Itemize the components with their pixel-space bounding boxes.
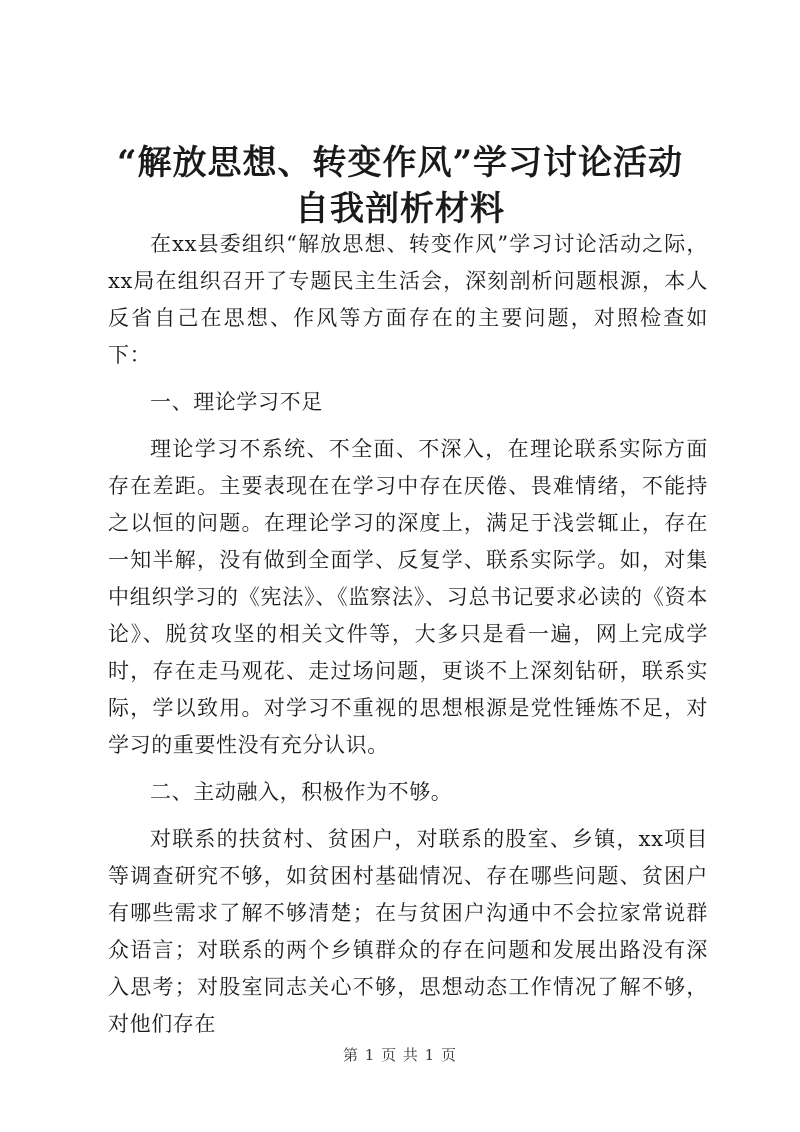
section-heading-2: 二、主动融入，积极作为不够。 <box>150 780 453 804</box>
paragraph-section-1: 理论学习不系统、不全面、不深入，在理论联系实际方面存在差距。主要表现在在学习中存在厌倦、畏难情绪，不能持之以恒的问题。在理论学习的深度上，满足于浅尝辄止，存在一知半解，没有做到全面学、反复学、联系实际学。如，对集中组织学习的《宪法》、《监察法》、习总书记要求必读的《资本论》、脱贫攻坚的相关文件等，大多只是看一遍，网上完成学时，存在走马观花、走过场问题，更谈不上深刻钻研，联系实际，学以致用。对学习不重视的思想根源是党性锤炼不足，对学习的重要性没有充分认识。 <box>108 437 708 757</box>
document-title: “解放思想、转变作风”学习讨论活动自我剖析材料 <box>116 143 684 229</box>
paragraph-intro: 在xx县委组织“解放思想、转变作风”学习讨论活动之际，xx局在组织召开了专题民主生活会，深刻剖析问题根源，本人反省自己在思想、作风等方面存在的主要问题，对照检查如下： <box>108 232 708 367</box>
paragraph-section-2: 对联系的扶贫村、贫困户，对联系的股室、乡镇，xx项目等调查研究不够，如贫困村基础情况、存在哪些问题、贫困户有哪些需求了解不够清楚；在与贫困户沟通中不会拉家常说群众语言；对联系的两个乡镇群众的存在问题和发展出路没有深入思考；对股室同志关心不够，思想动态工作情况了解不够，对他们存在 <box>108 827 708 1036</box>
document-body <box>108 226 708 1053</box>
page-footer: 第 1 页 共 1 页 <box>343 1046 457 1064</box>
section-heading-1: 一、理论学习不足 <box>150 390 323 414</box>
